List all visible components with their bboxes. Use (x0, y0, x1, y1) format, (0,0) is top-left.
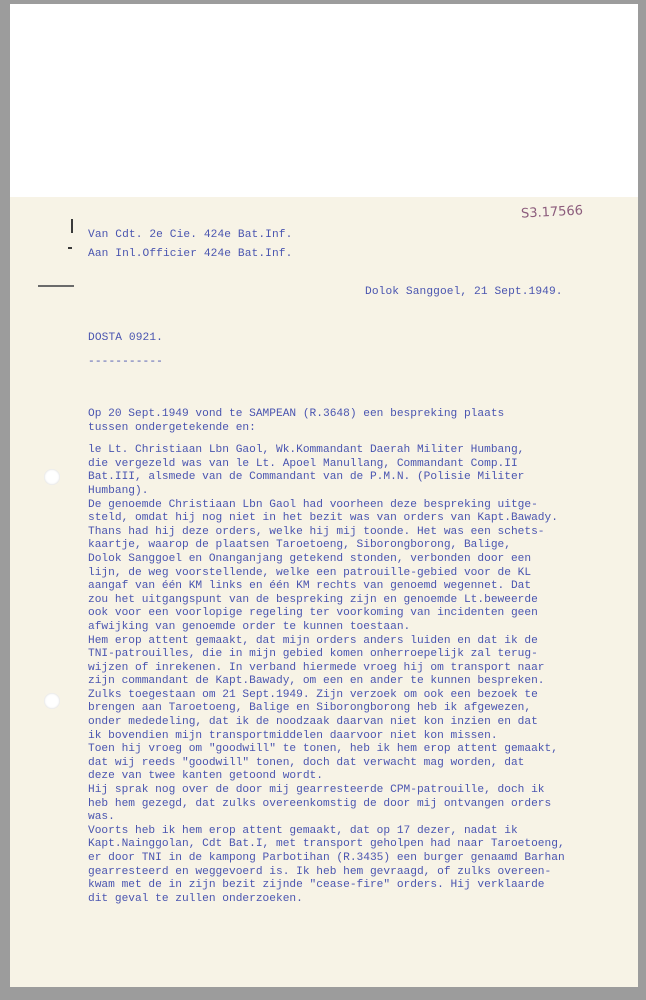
typed-letter (10, 197, 638, 987)
body-line: De genoemde Christiaan Lbn Gaol had voorheen deze bespreking uitge- (88, 498, 538, 511)
letter-body (88, 408, 618, 906)
sender-line: Van Cdt. 2e Cie. 424e Bat.Inf. (88, 229, 293, 241)
body-line: heb hem gezegd, dat zulks overeenkomstig de door mij ontvangen orders (88, 797, 552, 810)
body-line: er door TNI in de kampong Parbotihan (R.3435) een burger genaamd Barhan (88, 852, 565, 864)
body-line: Toen hij vroeg om "goodwill" te tonen, heb ik hem erop attent gemaakt, (88, 743, 558, 756)
body-line: afwijking van genoemde order te kunnen toestaan. (88, 620, 411, 633)
body-line: Zulks toegestaan om 21 Sept.1949. Zijn verzoek om ook een bezoek te (88, 688, 538, 701)
body-line: Hem erop attent gemaakt, dat mijn orders anders luiden en dat ik de (88, 634, 538, 647)
body-line: Dolok Sanggoel en Onanganjang getekend stonden, verbonden door een (88, 552, 532, 565)
body-line: deze van twee kanten getoond wordt. (88, 770, 323, 783)
punch-hole (44, 469, 60, 485)
body-line: ik bovendien mijn transportmiddelen daarvoor niet kon missen. (88, 729, 498, 742)
body-line: Bat.III, alsmede van de Commandant van de P.M.N. (Polisie Militer (88, 471, 525, 484)
body-line: onder mededeling, dat ik de noodzaak daarvan niet kon inzien en dat (88, 716, 538, 729)
body-line: Thans had hij deze orders, welke hij mij toonde. Het was een schets- (88, 525, 545, 538)
body-line: was. (88, 811, 115, 824)
body-line: zijn commandant de Kapt.Bawady, om een en ander te kunnen bespreken. (88, 675, 545, 688)
blank-top-sheet (10, 4, 638, 200)
body-line: ook voor een voorlopige regeling ter voorkoming van incidenten geen (88, 607, 538, 620)
body-line: kaartje, waarop de plaatsen Taroetoeng, Siborongborong, Balige, (88, 539, 511, 552)
body-line: TNI-patrouilles, die in mijn gebied komen onherroepelijk zal terug- (88, 648, 538, 661)
body-line: zou het uitgangspunt van de bespreking zijn en genoemde Lt.beweerde (88, 593, 538, 606)
pen-mark (38, 285, 74, 287)
body-line: dat wij reeds "goodwill" tonen, doch dat verwacht mag worden, dat (88, 756, 525, 769)
body-line: Humbang). (88, 484, 149, 497)
place-date: Dolok Sanggoel, 21 Sept.1949. (365, 286, 563, 298)
recipient-line: Aan Inl.Officier 424e Bat.Inf. (88, 248, 293, 260)
body-line: wijzen of inrekenen. In verband hiermede vroeg hij om transport naar (88, 661, 545, 674)
body-line: Kapt.Nainggolan, Cdt Bat.I, met transport geholpen had naar Taroetoeng, (88, 838, 565, 851)
body-line: Voorts heb ik hem erop attent gemaakt, dat op 17 dezer, nadat ik (88, 824, 518, 837)
body-line: Op 20 Sept.1949 vond te SAMPEAN (R.3648) een bespreking plaats (88, 408, 505, 420)
punch-hole (44, 693, 60, 709)
body-line: kwam met de in zijn bezit zijnde "cease-fire" orders. Hij verklaarde (88, 879, 545, 892)
archive-number: S3.17566 (520, 203, 584, 222)
body-line: le Lt. Christiaan Lbn Gaol, Wk.Kommandant Daerah Militer Humbang, (88, 444, 525, 457)
pen-mark (68, 247, 72, 249)
pen-mark (71, 219, 73, 233)
body-line: tussen ondergetekende en: (88, 421, 256, 434)
body-line: lijn, de weg voorstellende, welke een patrouille-gebied voor de KL (88, 566, 532, 579)
body-line: Hij sprak nog over de door mij gearresteerde CPM-patrouille, doch ik (88, 784, 545, 797)
body-line: aangaf van één KM links en één KM rechts van genoemd wegennet. Dat (88, 580, 532, 593)
body-line: die vergezeld was van le Lt. Apoel Manullang, Commandant Comp.II (88, 457, 518, 470)
reference-underline: ----------- (88, 356, 163, 368)
body-line: gearresteerd en weggevoerd is. Ik heb hem gevraagd, of zulks overeen- (88, 865, 552, 878)
body-line: brengen aan Taroetoeng, Balige en Siborongborong heb ik afgewezen, (88, 702, 532, 715)
body-line: dit geval te zullen onderzoeken. (88, 892, 303, 905)
reference-number: DOSTA 0921. (88, 332, 163, 344)
body-line: steld, omdat hij nog niet in het bezit was van orders van Kapt.Bawady. (88, 512, 558, 525)
